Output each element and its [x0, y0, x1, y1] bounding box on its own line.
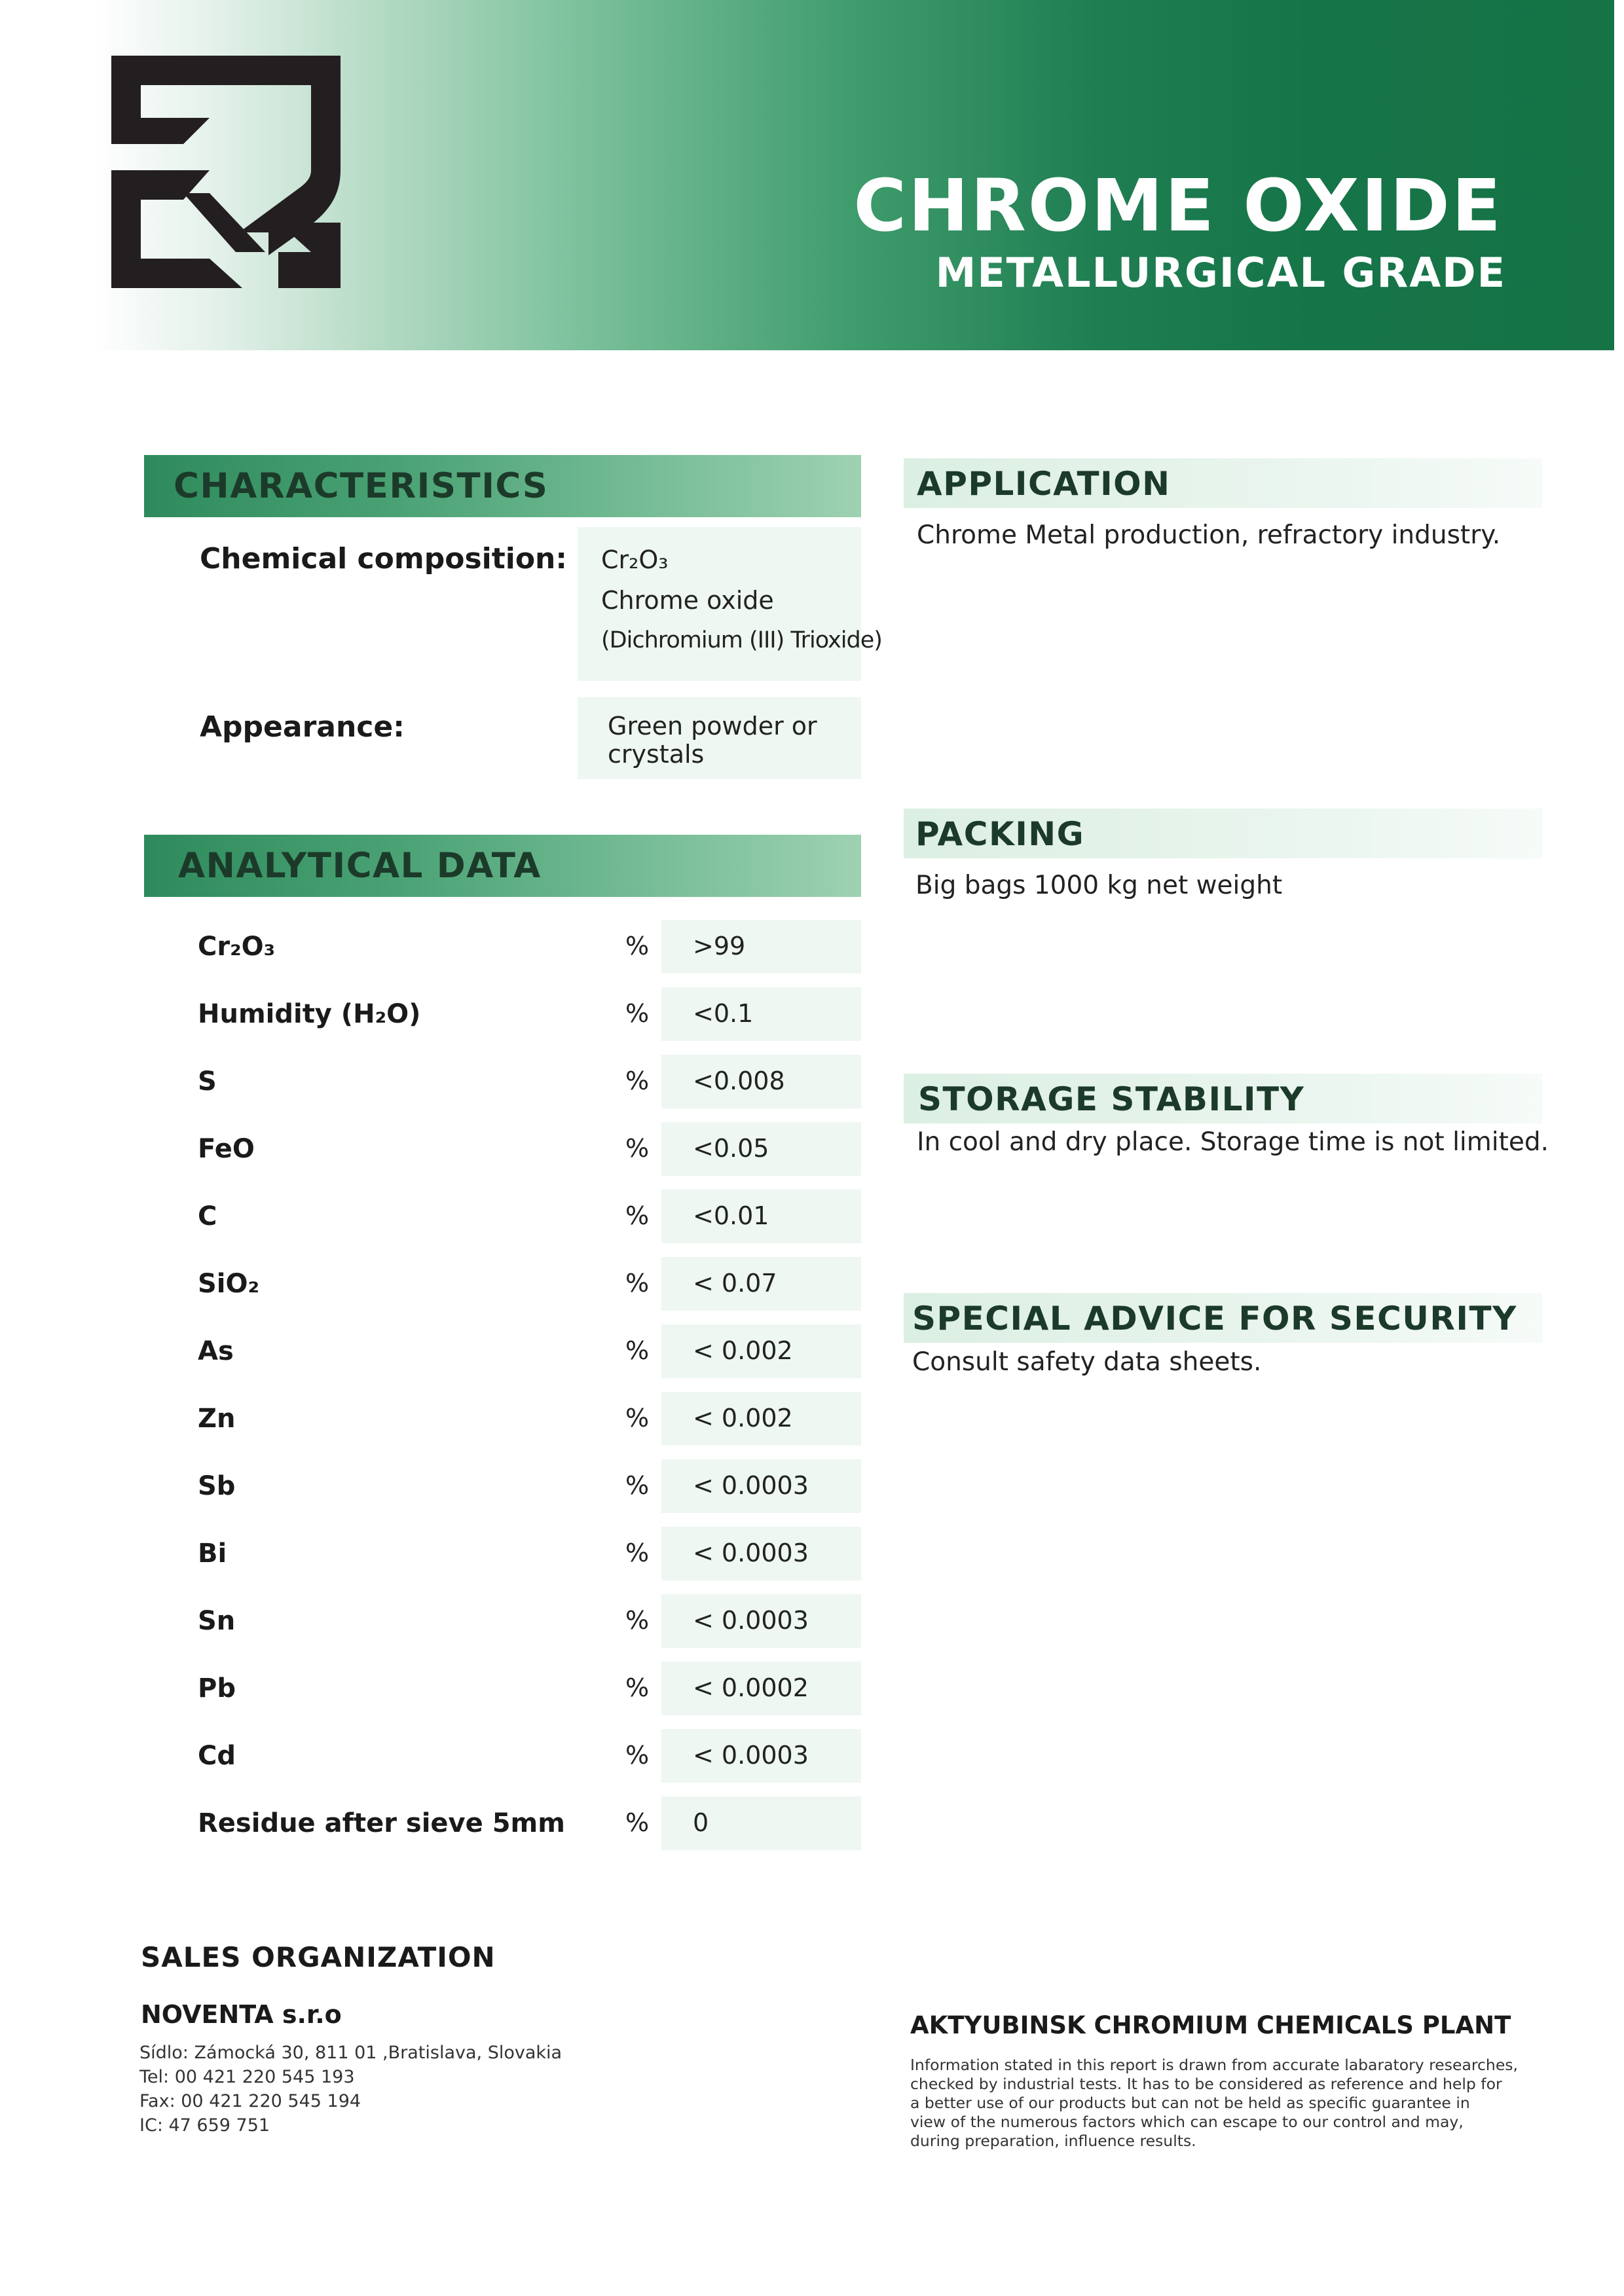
row-label-feo: FeO: [198, 1134, 255, 1164]
row-value: <0.1: [693, 999, 754, 1028]
row-unit: %: [625, 1404, 650, 1432]
row-unit: %: [625, 1606, 650, 1635]
composition-formula: Cr₂O₃: [601, 545, 669, 574]
disclaimer-line: view of the numerous factors which can escape to our control and may,: [910, 2113, 1464, 2131]
analytical-data-title: ANALYTICAL DATA: [178, 846, 542, 886]
row-value: < 0.07: [693, 1269, 777, 1298]
page-title: CHROME OXIDE: [853, 164, 1503, 247]
row-label-bi: Bi: [198, 1539, 227, 1569]
row-label-cd: Cd: [198, 1741, 236, 1771]
row-value: >99: [693, 932, 746, 960]
chemical-composition-label: Chemical composition:: [200, 542, 567, 575]
security-text: Consult safety data sheets.: [912, 1347, 1262, 1377]
row-label-s: S: [198, 1066, 217, 1097]
row-unit: %: [625, 932, 650, 960]
disclaimer-line: a better use of our products but can not be held as specific guarantee in: [910, 2094, 1470, 2112]
packing-title: PACKING: [915, 815, 1085, 853]
row-unit: %: [625, 1134, 650, 1163]
row-unit: %: [625, 1336, 650, 1365]
sales-organization-title: SALES ORGANIZATION: [141, 1941, 496, 1973]
row-unit: %: [625, 1201, 650, 1230]
row-value: <0.008: [693, 1066, 785, 1095]
value-cell: [661, 920, 861, 974]
composition-detail: (Dichromium (III) Trioxide): [601, 627, 882, 653]
disclaimer-line: during preparation, influence results.: [910, 2132, 1196, 2150]
disclaimer-line: Information stated in this report is drawn from accurate labaratory researches,: [910, 2056, 1518, 2074]
row-label-c: C: [198, 1201, 217, 1231]
row-value: < 0.0002: [693, 1673, 809, 1702]
row-unit: %: [625, 999, 650, 1028]
storage-title: STORAGE STABILITY: [918, 1080, 1305, 1118]
row-label-sb: Sb: [198, 1471, 236, 1501]
row-label-pb: Pb: [198, 1673, 236, 1704]
security-title: SPECIAL ADVICE FOR SECURITY: [912, 1300, 1517, 1338]
sales-tel: Tel: 00 421 220 545 193: [139, 2067, 355, 2087]
row-label-humidity: Humidity (H₂O): [198, 999, 421, 1029]
row-unit: %: [625, 1471, 650, 1500]
sales-address: Sídlo: Zámocká 30, 811 01 ,Bratislava, Slovakia: [139, 2043, 563, 2063]
row-value: < 0.0003: [693, 1741, 809, 1770]
appearance-line1: Green powder or: [608, 712, 817, 740]
appearance-line2: crystals: [608, 740, 705, 769]
storage-text: In cool and dry place. Storage time is not limited.: [917, 1127, 1549, 1157]
row-label-sn: Sn: [198, 1606, 236, 1636]
value-cell: [661, 1796, 861, 1850]
row-value: <0.01: [693, 1201, 769, 1230]
company-logo-icon: [111, 56, 341, 288]
row-unit: %: [625, 1066, 650, 1095]
row-value: < 0.0003: [693, 1606, 809, 1635]
row-unit: %: [625, 1808, 650, 1837]
application-text: Chrome Metal production, refractory industry.: [917, 520, 1501, 550]
row-value: < 0.002: [693, 1336, 793, 1365]
row-label-zn: Zn: [198, 1404, 236, 1434]
plant-disclaimer: [910, 2056, 1518, 2151]
row-unit: %: [625, 1269, 650, 1298]
row-unit: %: [625, 1673, 650, 1702]
application-title: APPLICATION: [917, 465, 1171, 503]
row-label-cr2o3: Cr₂O₃: [198, 932, 276, 962]
characteristics-title: CHARACTERISTICS: [174, 466, 549, 506]
row-value: < 0.002: [693, 1404, 793, 1432]
sales-company-name: NOVENTA s.r.o: [141, 2000, 342, 2029]
page-subtitle: METALLURGICAL GRADE: [935, 249, 1506, 297]
row-label-residue: Residue after sieve 5mm: [198, 1808, 565, 1838]
row-unit: %: [625, 1539, 650, 1567]
row-value: < 0.0003: [693, 1539, 809, 1567]
row-value: 0: [693, 1808, 709, 1837]
value-cell: [661, 987, 861, 1041]
row-label-sio2: SiO₂: [198, 1269, 260, 1299]
row-value: < 0.0003: [693, 1471, 809, 1500]
row-label-as: As: [198, 1336, 234, 1366]
sales-ic: IC: 47 659 751: [139, 2115, 270, 2136]
plant-title: AKTYUBINSK CHROMIUM CHEMICALS PLANT: [910, 2011, 1511, 2039]
row-unit: %: [625, 1741, 650, 1770]
packing-text: Big bags 1000 kg net weight: [915, 871, 1283, 900]
appearance-label: Appearance:: [200, 710, 405, 744]
sales-fax: Fax: 00 421 220 545 194: [139, 2091, 361, 2111]
composition-name: Chrome oxide: [601, 586, 774, 615]
row-value: <0.05: [693, 1134, 769, 1163]
disclaimer-line: checked by industrial tests. It has to be considered as reference and help for: [910, 2075, 1502, 2093]
